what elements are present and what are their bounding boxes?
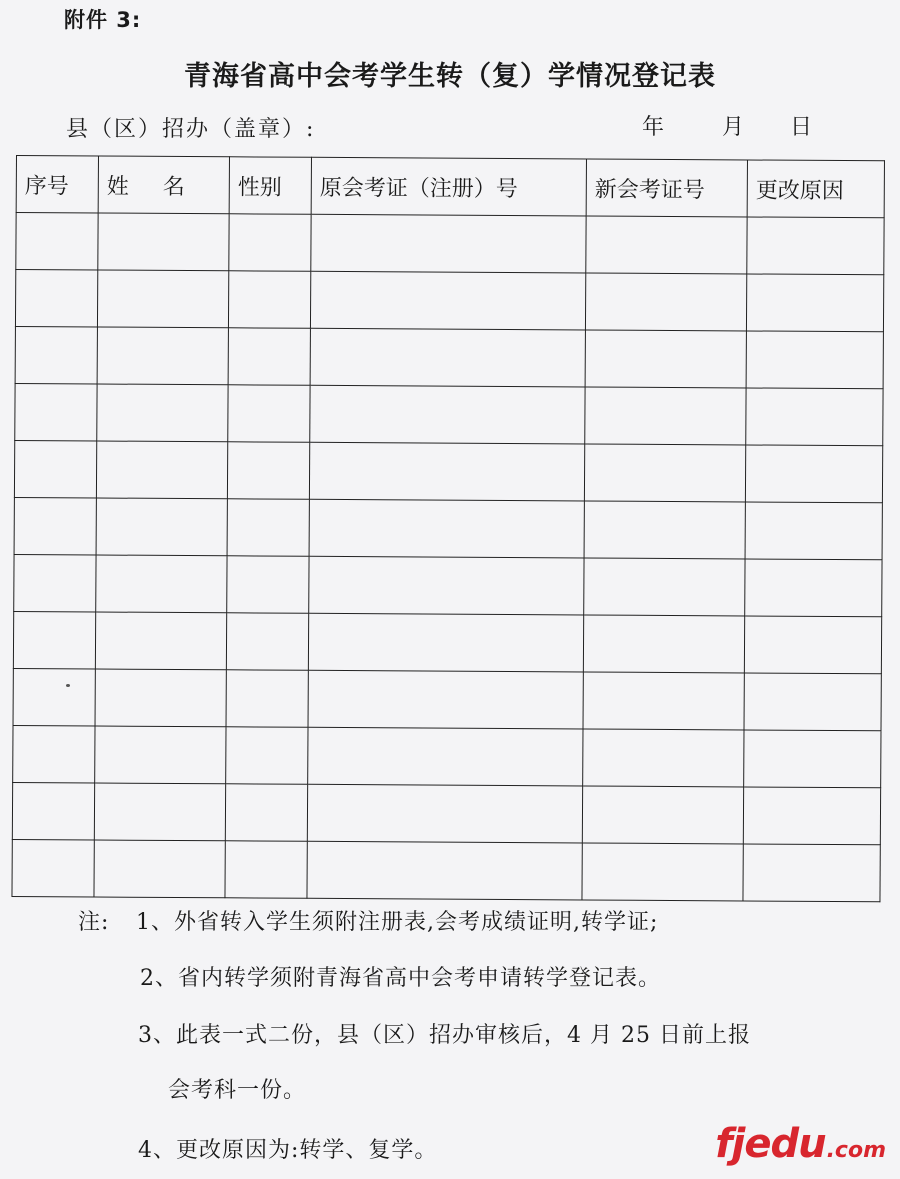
table-cell[interactable] bbox=[228, 328, 310, 385]
table-cell[interactable] bbox=[585, 330, 746, 388]
table-cell[interactable] bbox=[96, 498, 227, 556]
table-cell[interactable] bbox=[13, 725, 95, 782]
table-cell[interactable] bbox=[308, 727, 583, 786]
column-header-original-exam-id: 原会考证（注册）号 bbox=[311, 157, 586, 216]
table-cell[interactable] bbox=[226, 613, 308, 670]
table-cell[interactable] bbox=[309, 556, 584, 615]
table-cell[interactable] bbox=[95, 669, 226, 727]
table-cell[interactable] bbox=[14, 497, 96, 554]
notes-prefix: 注: bbox=[78, 910, 110, 935]
table-cell[interactable] bbox=[14, 440, 96, 497]
table-cell[interactable] bbox=[309, 499, 584, 558]
table-cell[interactable] bbox=[747, 217, 884, 275]
table-cell[interactable] bbox=[96, 441, 227, 499]
table-cell[interactable] bbox=[310, 328, 585, 387]
table-cell[interactable] bbox=[310, 271, 585, 330]
table-cell[interactable] bbox=[228, 271, 310, 328]
table-cell[interactable] bbox=[582, 786, 743, 844]
table-cell[interactable] bbox=[226, 670, 308, 727]
table-cell[interactable] bbox=[745, 559, 882, 617]
table-cell[interactable] bbox=[745, 445, 882, 503]
table-cell[interactable] bbox=[582, 843, 743, 901]
note-item-3-continued: 会考科一份。 bbox=[168, 1078, 307, 1103]
column-header-gender: 性别 bbox=[229, 157, 311, 214]
watermark-tld: .com bbox=[826, 1138, 886, 1163]
table-row bbox=[13, 725, 881, 787]
table-cell[interactable] bbox=[228, 385, 310, 442]
column-header-serial: 序号 bbox=[16, 156, 98, 213]
table-cell[interactable] bbox=[584, 444, 745, 502]
table-row bbox=[12, 839, 880, 901]
table-cell[interactable] bbox=[308, 613, 583, 672]
table-cell[interactable] bbox=[583, 729, 744, 787]
table-cell[interactable] bbox=[743, 787, 880, 845]
table-cell[interactable] bbox=[15, 383, 97, 440]
note-item-2: 2、省内转学须附青海省高中会考申请转学登记表。 bbox=[140, 966, 661, 991]
table-row bbox=[13, 611, 881, 673]
registration-table bbox=[11, 155, 885, 902]
column-header-change-reason: 更改原因 bbox=[747, 160, 884, 218]
table-cell[interactable] bbox=[746, 331, 883, 389]
table-cell[interactable] bbox=[225, 784, 307, 841]
table-cell[interactable] bbox=[15, 270, 97, 327]
table-cell[interactable] bbox=[309, 442, 584, 501]
table-cell[interactable] bbox=[94, 840, 225, 898]
table-cell[interactable] bbox=[307, 784, 582, 843]
table-cell[interactable] bbox=[225, 841, 307, 898]
table-cell[interactable] bbox=[229, 214, 311, 271]
table-cell[interactable] bbox=[746, 274, 883, 332]
note-item-3: 3、此表一式二份，县（区）招办审核后，4 月 25 日前上报 bbox=[138, 1023, 751, 1048]
table-cell[interactable] bbox=[584, 501, 745, 559]
date-day-label: 日 bbox=[790, 115, 813, 140]
date-month-label: 月 bbox=[722, 115, 745, 140]
table-cell[interactable] bbox=[311, 214, 586, 273]
table-cell[interactable] bbox=[227, 499, 309, 556]
table-cell[interactable] bbox=[16, 213, 98, 270]
table-cell[interactable] bbox=[94, 783, 225, 841]
note-item-4: 4、更改原因为:转学、复学。 bbox=[138, 1138, 438, 1163]
watermark-main: fjedu bbox=[715, 1121, 826, 1167]
table-row bbox=[15, 383, 883, 445]
table-cell[interactable] bbox=[308, 670, 583, 729]
table-cell[interactable] bbox=[226, 727, 308, 784]
table-cell[interactable] bbox=[95, 612, 226, 670]
table-cell[interactable] bbox=[745, 502, 882, 560]
column-header-name-second: 名 bbox=[162, 174, 185, 200]
table-cell[interactable] bbox=[586, 216, 747, 274]
table-cell[interactable] bbox=[12, 839, 94, 896]
table-cell[interactable] bbox=[98, 213, 229, 271]
column-header-new-exam-id: 新会考证号 bbox=[586, 159, 747, 217]
table-row bbox=[14, 440, 882, 502]
table-cell[interactable] bbox=[746, 388, 883, 446]
table-cell[interactable] bbox=[15, 326, 97, 383]
table-cell[interactable] bbox=[744, 730, 881, 788]
note-item-1: 1、外省转入学生须附注册表,会考成绩证明,转学证; bbox=[136, 910, 659, 935]
table-cell[interactable] bbox=[14, 554, 96, 611]
table-cell[interactable] bbox=[583, 615, 744, 673]
column-header-name-first: 姓 bbox=[106, 174, 129, 200]
date-year-label: 年 bbox=[642, 115, 665, 140]
site-watermark bbox=[715, 1121, 886, 1167]
table-row bbox=[12, 782, 880, 844]
scan-speck bbox=[66, 684, 70, 687]
column-header-name bbox=[98, 156, 229, 214]
attachment-label: 附件 3: bbox=[64, 8, 142, 32]
office-stamp-label: 县（区）招办（盖章）: bbox=[66, 117, 316, 142]
table-cell[interactable] bbox=[95, 726, 226, 784]
table-row bbox=[14, 554, 882, 616]
table-row bbox=[15, 326, 883, 388]
table-cell[interactable] bbox=[97, 270, 228, 328]
table-cell[interactable] bbox=[585, 273, 746, 331]
table-cell[interactable] bbox=[227, 442, 309, 499]
table-row bbox=[16, 213, 884, 275]
table-cell[interactable] bbox=[584, 558, 745, 616]
table-cell[interactable] bbox=[583, 672, 744, 730]
table-cell[interactable] bbox=[744, 616, 881, 674]
table-cell[interactable] bbox=[97, 327, 228, 385]
table-cell[interactable] bbox=[13, 611, 95, 668]
form-title: 青海省高中会考学生转（复）学情况登记表 bbox=[184, 61, 716, 92]
table-cell[interactable] bbox=[744, 673, 881, 731]
table-cell[interactable] bbox=[96, 555, 227, 613]
table-row bbox=[13, 668, 881, 730]
table-cell[interactable] bbox=[743, 844, 880, 902]
table-cell[interactable] bbox=[12, 782, 94, 839]
table-cell[interactable] bbox=[13, 668, 95, 725]
table-row bbox=[14, 497, 882, 559]
table-header-row bbox=[16, 156, 884, 218]
table-cell[interactable] bbox=[310, 385, 585, 444]
table-cell[interactable] bbox=[585, 387, 746, 445]
table-cell[interactable] bbox=[227, 556, 309, 613]
table-cell[interactable] bbox=[97, 384, 228, 442]
table-cell[interactable] bbox=[307, 841, 582, 900]
table-row bbox=[15, 270, 883, 332]
table-body bbox=[12, 213, 884, 902]
